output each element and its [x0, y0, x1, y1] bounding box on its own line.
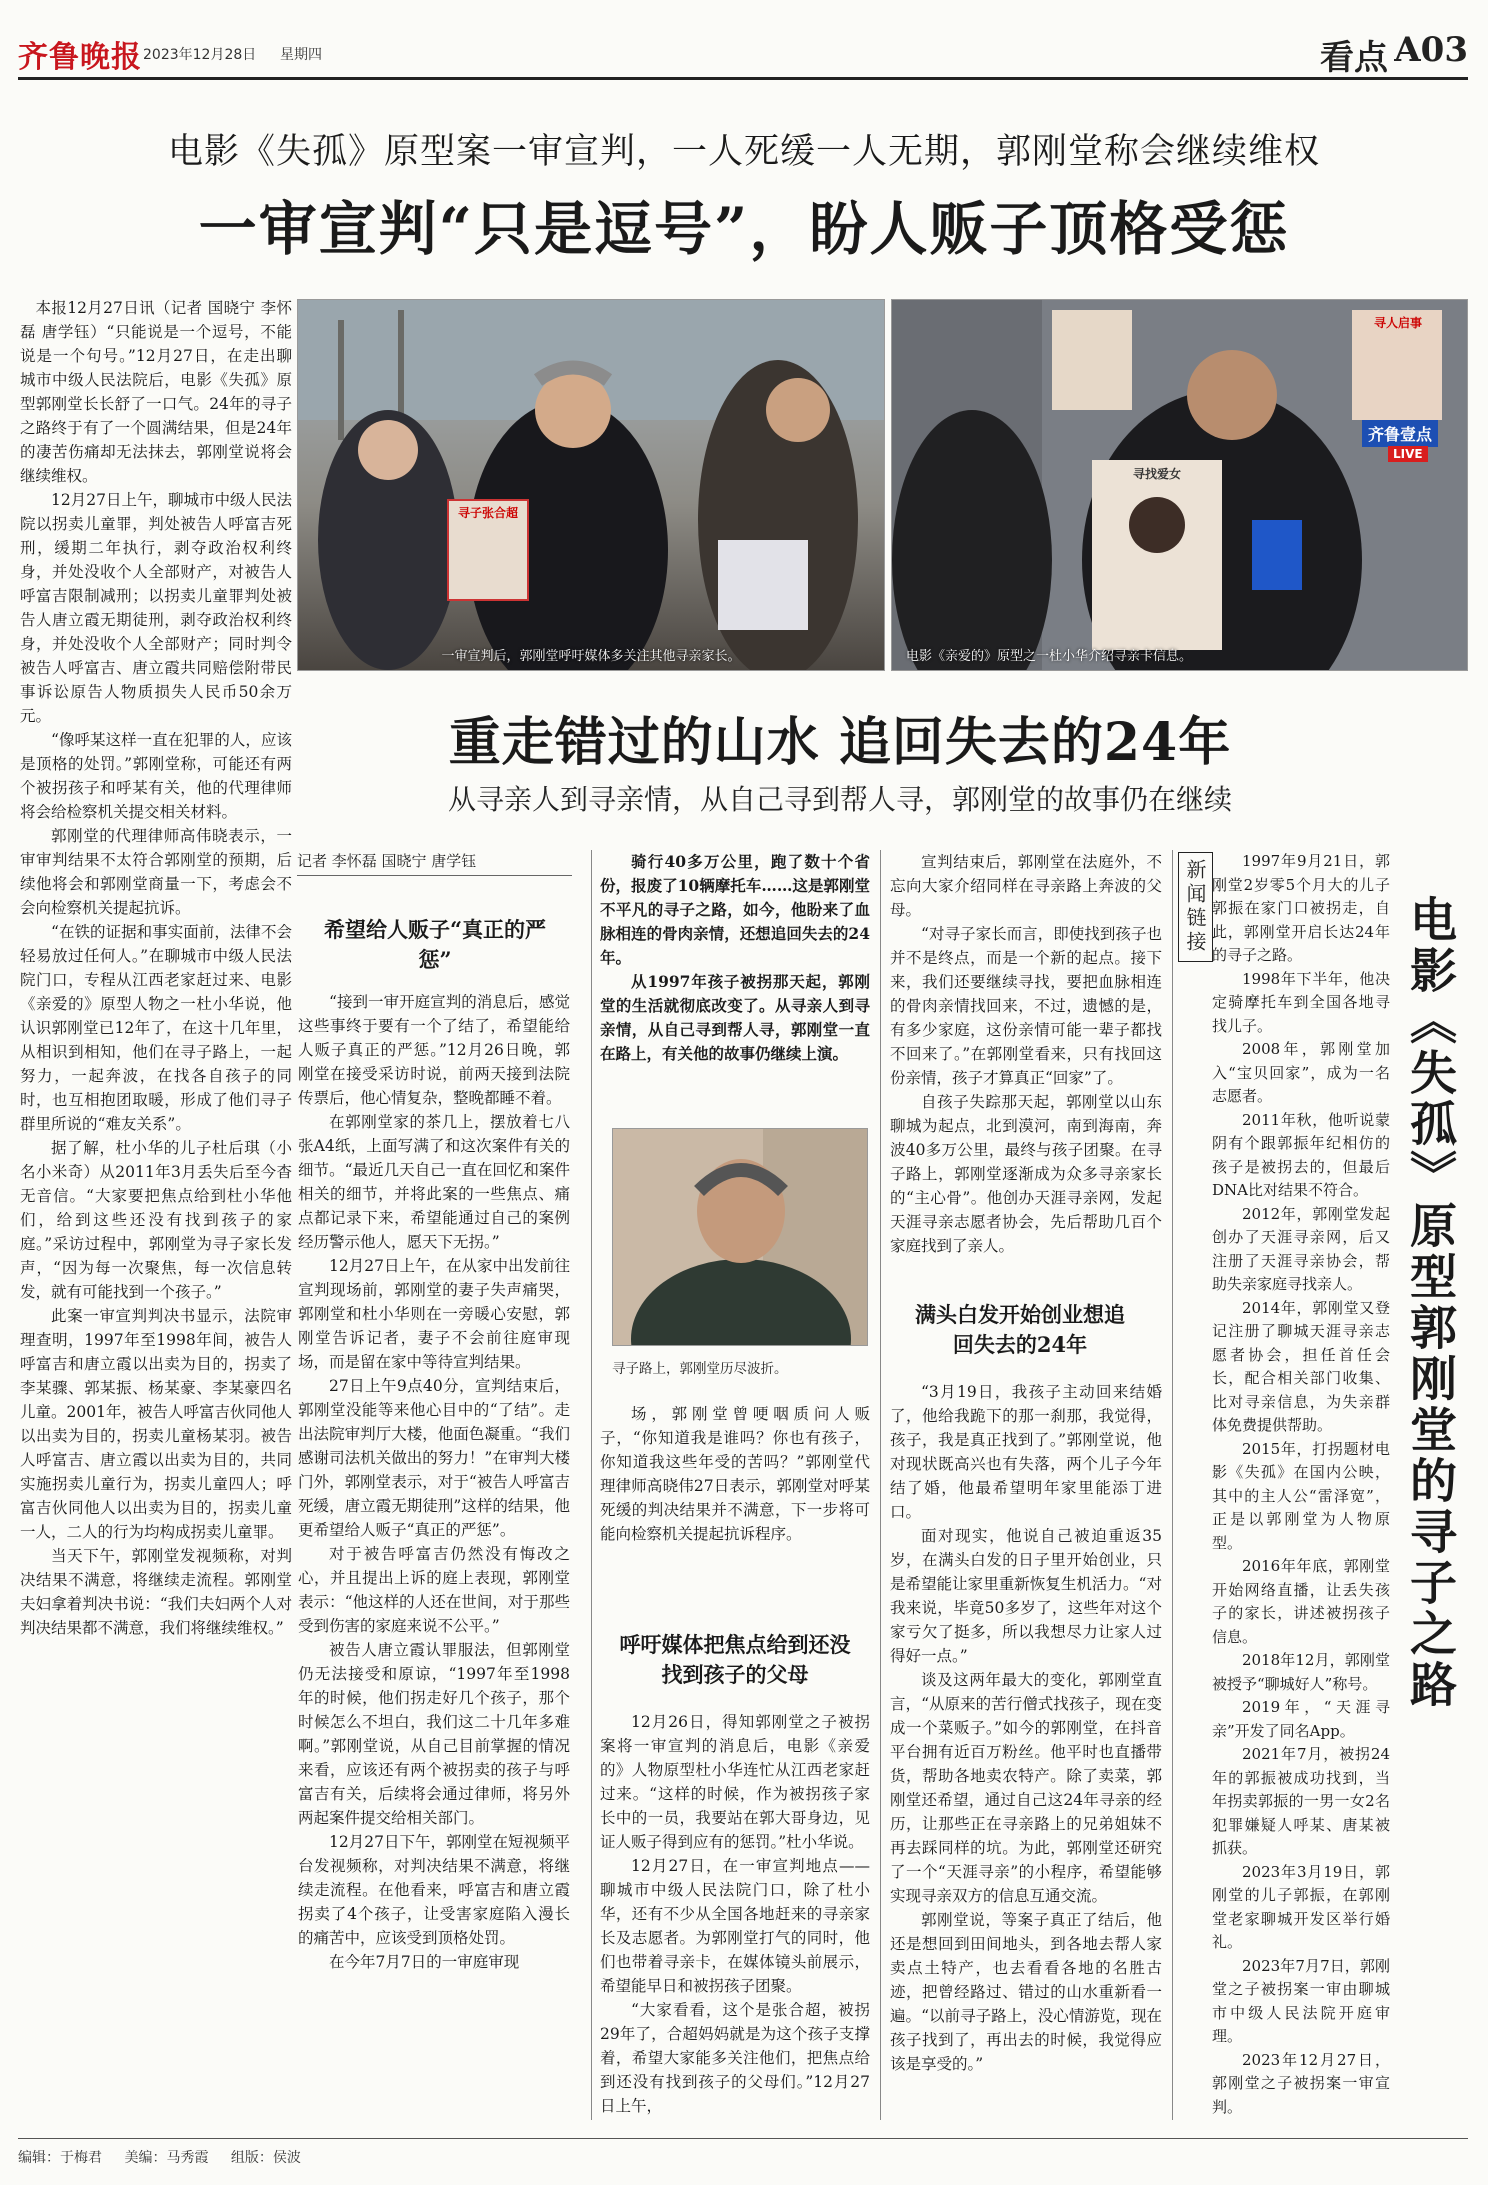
paragraph: 对于被告呼富吉仍然没有悔改之心，并且提出上诉的庭上表现，郭刚堂表示：“他这样的人还在世间，对于那些受到伤害的家庭来说不公平。”	[298, 1545, 570, 1635]
timeline-item: 2023年3月19日，郭刚堂的儿子郭振，在郭刚堂老家聊城开发区举行婚礼。	[1212, 1862, 1390, 1951]
paragraph: “大家看看，这个是张合超，被拐29年了，合超妈妈就是为这个孩子支撑着，希望大家能多关注他们，把焦点给到还没有找到孩子的父母们。”12月27日上午，	[600, 2001, 870, 2115]
paragraph: 郭刚堂的代理律师高伟晓表示，一审审判结果不太符合郭刚堂的预期，后续他将会和郭刚堂商量一下，考虑会不会向检察机关提起抗诉。	[20, 827, 292, 917]
article1-column	[20, 296, 292, 2126]
column-rule	[1172, 850, 1173, 2120]
feature-column-2-lead	[600, 850, 870, 1120]
feature-headline: 重走错过的山水 追回失去的24年	[448, 712, 1232, 773]
feature-column-3	[890, 850, 1162, 1290]
feature-lead-2: 从1997年孩子被拐那天起，郭刚堂的生活就彻底改变了。从寻亲人到寻亲情，从自己寻到帮人寻，郭刚堂一直在路上，有关他的故事仍继续上演。	[600, 972, 870, 1063]
paragraph: 12月27日下午，郭刚堂在短视频平台发视频称，对判决结果不满意，将继续走流程。在他看来，呼富吉和唐立霞拐卖了4个孩子，让受害家庭陷入漫长的痛苦中，应该受到顶格处罚。	[298, 1833, 570, 1947]
left-photo-sign: 寻子张合超	[457, 506, 518, 520]
photo-right	[891, 299, 1468, 671]
footer-editor: 编辑：于梅君	[18, 2150, 102, 2166]
paragraph: 据了解，杜小华的儿子杜后琪（小名小米奇）从2011年3月丢失后至今杳无音信。“大家要把焦点给到杜小华他们，给到这些还没有找到孩子的家庭。”采访过程中，郭刚堂为寻子家长发声，“因为每一次聚焦，每一次信息转发，就有可能找到一个孩子。”	[20, 1139, 292, 1301]
page-number: A03	[1394, 30, 1468, 70]
paragraph: 郭刚堂说，等案子真正了结后，他还是想回到田间地头，到各地去帮人家卖点土特产，也去看看各地的名胜古迹，把曾经路过、错过的山水重新看一遍。“以前寻子路上，没心情游览，现在孩子找到了，再出去的时候，我觉得应该是享受的。”	[890, 1911, 1162, 2073]
right-photo-sign-1: 寻人启事	[1373, 316, 1422, 330]
sidebar-title: 电影《失孤》原型郭刚堂的寻子之路	[1402, 895, 1457, 1711]
paragraph: 被告人唐立霞认罪服法，但郭刚堂仍无法接受和原谅，“1997年至1998年的时候，他们拐走好几个孩子，那个时候怎么不坦白，我们这二十几年多难啊。”郭刚堂说，从自己目前掌握的情况来看，应该还有两个被拐卖的孩子与呼富吉有关，后续将会通过律师，将另外两起案件提交给相关部门。	[298, 1641, 570, 1827]
timeline-item: 2012年，郭刚堂发起创办了天涯寻亲网，后又注册了天涯寻亲协会，帮助失亲家庭寻找亲人。	[1212, 1204, 1390, 1293]
portrait-illustration	[613, 1129, 868, 1346]
paragraph: 12月26日，得知郭刚堂之子被拐案将一审宣判的消息后，电影《亲爱的》人物原型杜小华连忙从江西老家赶过来。“这样的时候，作为被拐孩子家长中的一员，我要站在郭大哥身边，见证人贩子得到应有的惩罚。”杜小华说。	[600, 1713, 870, 1851]
portrait-photo	[612, 1128, 868, 1346]
column-rule	[591, 850, 592, 2120]
footer-layout: 组版：侯波	[230, 2150, 301, 2166]
timeline-item: 2008年，郭刚堂加入“宝贝回家”，成为一名志愿者。	[1212, 1040, 1390, 1105]
issue-weekday: 星期四	[280, 47, 322, 63]
paragraph: “接到一审开庭宣判的消息后，感觉这些事终于要有一个了结了，希望能给人贩子真正的严惩。”12月26日晚，郭刚堂在接受采访时说，前两天接到法院传票后，他心情复杂，整晚都睡不着。	[298, 993, 570, 1107]
paragraph: 12月27日上午，聊城市中级人民法院以拐卖儿童罪，判处被告人呼富吉死刑，缓期二年执行，剥夺政治权利终身，并处没收个人全部财产，对被告人呼富吉限制减刑；以拐卖儿童罪判处被告人唐立霞无期徒刑，剥夺政治权利终身，并处没收个人全部财产；同时判令被告人呼富吉、唐立霞共同赔偿附带民事诉讼原告人物质损失人民币50余万元。	[20, 491, 292, 725]
paragraph: “3月19日，我孩子主动回来结婚了，他给我跪下的那一刹那，我觉得，孩子，我是真正找到了。”郭刚堂说，他对现状既高兴也有失落，两个儿子今年结了婚，他最希望明年家里能添丁进口。	[890, 1383, 1162, 1521]
headline-kicker: 电影《失孤》原型案一审宣判，一人死缓一人无期，郭刚堂称会继续维权	[167, 132, 1320, 172]
section-label: 看点	[1320, 38, 1388, 78]
paper-logo: 齐鲁晚报	[18, 40, 142, 75]
photo-left-illustration	[298, 300, 885, 671]
right-photo-sign-2: 寻找爱女	[1132, 467, 1181, 481]
feature-subhead-3: 满头白发开始创业想追回失去的24年	[915, 1302, 1125, 1357]
paragraph: “对寻子家长而言，即使找到孩子也并不是终点，而是一个新的起点。接下来，我们还要继续寻找，要把血脉相连的骨肉亲情找回来，不过，遗憾的是，有多少家庭，这份亲情可能一辈子都找不回来了。”在郭刚堂看来，只有找回这份亲情，孩子才算真正“回家”了。	[890, 925, 1162, 1087]
feature-kicker: 从寻亲人到寻亲情，从自己寻到帮人寻，郭刚堂的故事仍在继续	[447, 783, 1232, 816]
timeline-item: 2011年秋，他听说蒙阴有个跟郭振年纪相仿的孩子是被拐去的，但最后DNA比对结果不符合。	[1212, 1110, 1390, 1199]
timeline-item: 2018年12月，郭刚堂被授予“聊城好人”称号。	[1212, 1651, 1390, 1693]
photo-left	[297, 299, 885, 671]
feature-column-2	[600, 1402, 870, 1622]
media-badge: 齐鲁壹点	[1362, 420, 1438, 447]
timeline-item: 2023年7月7日，郭刚堂之子被拐案一审由聊城市中级人民法院开庭审理。	[1212, 1956, 1390, 2045]
feature-byline: 记者 李怀磊 国晓宁 唐学钰	[297, 850, 572, 876]
paragraph: 27日上午9点40分，宣判结束后，郭刚堂没能等来他心目中的“了结”。走出法院审判厅大楼，他面色凝重。“我们感谢司法机关做出的努力！”在审判大楼门外，郭刚堂表示，对于“被告人呼富吉死缓，唐立霞无期徒刑”这样的结果，他更希望给人贩子“真正的严惩”。	[298, 1377, 570, 1539]
timeline-item: 2014年，郭刚堂又登记注册了聊城天涯寻亲志愿者协会，担任首任会长，配合相关部门收集、比对寻亲信息，为失亲群体免费提供帮助。	[1212, 1298, 1390, 1434]
paragraph: 此案一审宣判判决书显示，法院审理查明，1997年至1998年间，被告人呼富吉和唐立霞以出卖为目的，拐卖了李某骤、郭某振、杨某豪、李某豪四名儿童。2001年，被告人呼富吉伙同他人以出卖为目的，拐卖儿童杨某羽。被告人呼富吉、唐立霞以出卖为目的，共同实施拐卖儿童行为，拐卖儿童四人；呼富吉伙同他人以出卖为目的，拐卖儿童一人，二人的行为均构成拐卖儿童罪。	[20, 1307, 292, 1541]
timeline-item: 2015年，打拐题材电影《失孤》在国内公映，其中的主人公“雷泽宽”，正是以郭刚堂为人物原型。	[1212, 1439, 1390, 1552]
paragraph: 12月27日上午，在从家中出发前往宣判现场前，郭刚堂的妻子失声痛哭，郭刚堂和杜小华则在一旁暖心安慰，郭刚堂告诉记者，妻子不会前往庭审现场，而是留在家中等待宣判结果。	[298, 1257, 570, 1371]
paragraph: 12月27日，在一审宣判地点——聊城市中级人民法院门口，除了杜小华，还有不少从全国各地赶来的寻亲家长及志愿者。为郭刚堂打气的同时，他们也带着寻亲卡，在媒体镜头前展示，希望能早日和被拐孩子团聚。	[600, 1857, 870, 1995]
timeline-item: 2023年12月27日，郭刚堂之子被拐案一审宣判。	[1212, 2050, 1390, 2116]
feature-column-3b	[890, 1380, 1162, 2125]
paragraph: 谈及这两年最大的变化，郭刚堂直言，“从原来的苦行僧式找孩子，现在变成一个菜贩子。”如今的郭刚堂，在抖音平台拥有近百万粉丝。他平时也直播带货，帮助各地卖农特产。除了卖菜，郭刚堂还希望，通过自己这24年寻亲的经历，让那些正在寻亲路上的兄弟姐妹不再去踩同样的坑。为此，郭刚堂还研究了一个“天涯寻亲”的小程序，希望能够实现寻亲双方的信息互通交流。	[890, 1671, 1162, 1905]
sidebar-timeline	[1212, 850, 1390, 2125]
paragraph: “像呼某这样一直在犯罪的人，应该是顶格的处罚。”郭刚堂称，可能还有两个被拐孩子和呼某有关，他的代理律师将会给检察机关提交相关材料。	[20, 731, 292, 821]
right-photo-caption: 电影《亲爱的》原型之一杜小华介绍寻亲卡信息。	[906, 649, 1193, 664]
left-photo-caption: 一审宣判后，郭刚堂呼吁媒体多关注其他寻亲家长。	[441, 649, 741, 664]
main-headline: 一审宣判“只是逗号”，盼人贩子顶格受惩	[198, 195, 1290, 263]
footer	[18, 2138, 1468, 2167]
timeline-item: 2016年年底，郭刚堂开始网络直播，让丢失孩子的家长，讲述被拐孩子信息。	[1212, 1557, 1390, 1646]
feature-column-1	[298, 990, 570, 2125]
timeline-item: 2021年7月，被拐24年的郭振被成功找到，当年拐卖郭振的一男一女2名犯罪嫌疑人呼某、唐某被抓获。	[1212, 1745, 1390, 1857]
issue-date: 2023年12月28日	[143, 47, 257, 63]
paragraph: 自孩子失踪那天起，郭刚堂以山东聊城为起点，北到漠河，南到海南，奔波40多万公里，最终与孩子团聚。在寻子路上，郭刚堂逐渐成为众多寻亲家长的“主心骨”。他创办天涯寻亲网，发起天涯寻亲志愿者协会，先后帮助几百个家庭找到了亲人。	[890, 1093, 1162, 1255]
feature-column-2b	[600, 1710, 870, 2125]
live-badge: LIVE	[1388, 446, 1428, 462]
column-rule	[880, 850, 881, 2120]
timeline-item: 2019年，“天涯寻亲”开发了同名App。	[1212, 1698, 1390, 1740]
timeline-item: 1997年9月21日，郭刚堂2岁零5个月大的儿子郭振在家门口被拐走，自此，郭刚堂开启长达24年的寻子之路。	[1212, 852, 1390, 964]
news-link-tag: 新闻链接	[1178, 852, 1213, 962]
article1-lead: 本报12月27日讯（记者 国晓宁 李怀磊 唐学钰）“只能说是一个逗号，不能说是一个句号。”12月27日，在走出聊城市中级人民法院后，电影《失孤》原型郭刚堂长长舒了一口气。24年的寻子之路终于有了一个圆满结果，但是24年的凄苦伤痛却无法抹去，郭刚堂说将会继续维权。	[20, 299, 292, 485]
paragraph: 当天下午，郭刚堂发视频称，对判决结果不满意，将继续走流程。郭刚堂夫妇拿着判决书说：“我们夫妇两个人对判决结果都不满意，我们将继续维权。”	[20, 1547, 292, 1637]
paragraph: 面对现实，他说自己被迫重返35岁，在满头白发的日子里开始创业，只是希望能让家里重新恢复生机活力。“对我来说，毕竟50多岁了，这些年对这个家亏欠了挺多，所以我想尽力让家人过得好一点。”	[890, 1527, 1162, 1665]
masthead	[18, 30, 1468, 80]
feature-lead: 骑行40多万公里，跑了数十个省份，报废了10辆摩托车……这是郭刚堂不平凡的寻子之路，如今，他盼来了血脉相连的骨肉亲情，还想追回失去的24年。	[600, 852, 870, 967]
footer-designer: 美编：马秀霞	[124, 2150, 209, 2166]
feature-subhead-2: 呼吁媒体把焦点给到还没找到孩子的父母	[619, 1632, 851, 1687]
portrait-caption: 寻子路上，郭刚堂历尽波折。	[612, 1361, 788, 1377]
paragraph: 在郭刚堂家的茶几上，摆放着七八张A4纸，上面写满了和这次案件有关的细节。“最近几天自己一直在回忆和案件相关的细节，并将此案的一些焦点、痛点都记录下来，希望能通过自己的案例经历警示他人，愿天下无拐。”	[298, 1113, 570, 1251]
paragraph: “在铁的证据和事实面前，法律不会轻易放过任何人。”在聊城市中级人民法院门口，专程从江西老家赶过来、电影《亲爱的》原型人物之一杜小华说，他认识郭刚堂已12年了，在这十几年里，从相识到相知，他们在寻子路上，一起努力，一起奔波，在找各自孩子的同时，也互相抱团取暖，形成了他们寻子群里所说的“难友关系”。	[20, 923, 292, 1133]
photo-right-illustration	[892, 300, 1468, 671]
paragraph: 在今年7月7日的一审庭审现	[329, 1953, 520, 1971]
paragraph: 宣判结束后，郭刚堂在法庭外，不忘向大家介绍同样在寻亲路上奔波的父母。	[890, 853, 1162, 919]
paragraph: 场，郭刚堂曾哽咽质问人贩子，“你知道我是谁吗？你也有孩子，你知道我这些年受的苦吗？”郭刚堂代理律师高晓伟27日表示，郭刚堂对呼某死缓的判决结果并不满意，下一步将可能向检察机关提起抗诉程序。	[600, 1405, 870, 1543]
feature-subhead-1: 希望给人贩子“真正的严惩”	[323, 917, 547, 972]
timeline-item: 1998年下半年，他决定骑摩托车到全国各地寻找儿子。	[1212, 969, 1390, 1035]
